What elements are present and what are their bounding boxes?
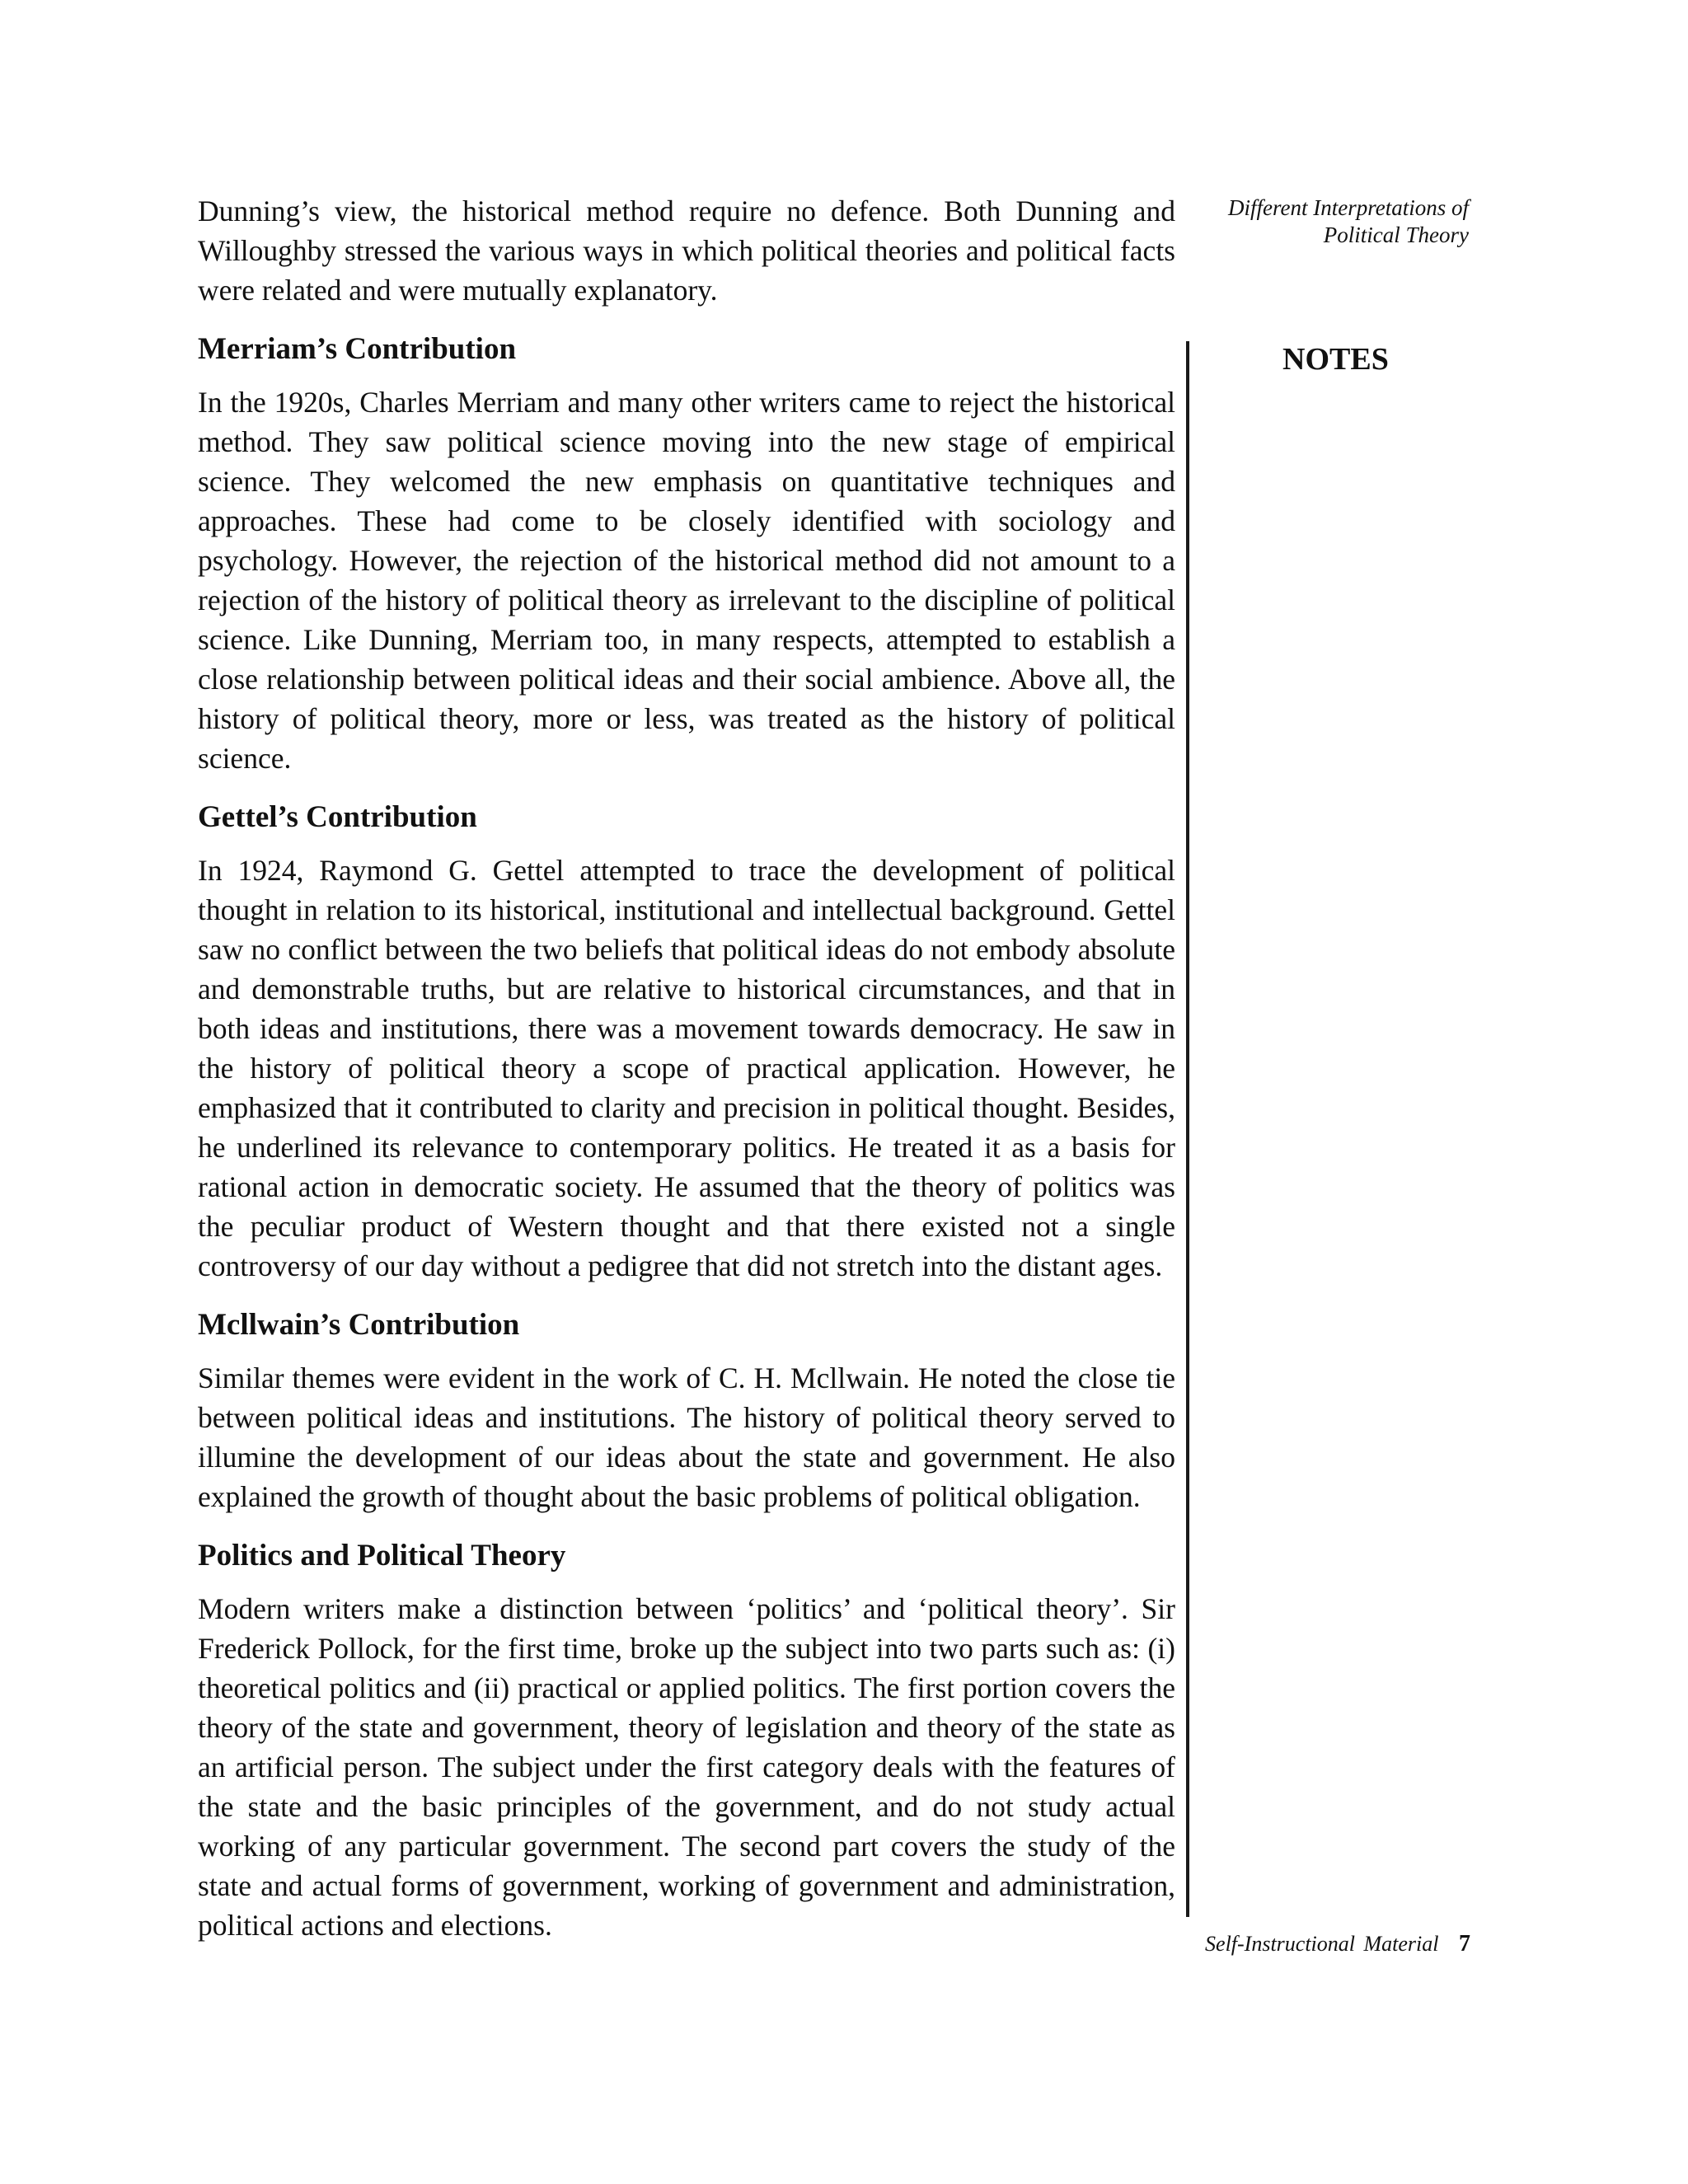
main-text-column (198, 191, 1175, 1945)
page-number: 7 (1459, 1931, 1470, 1957)
section-heading-merriam: Merriam’s Contribution (198, 332, 517, 366)
section-heading-mcllwain: Mcllwain’s Contribution (198, 1308, 520, 1342)
section-heading-politics: Politics and Political Theory (198, 1539, 566, 1572)
section-body-mcllwain: Similar themes were evident in the work of C. H. Mcllwain. He noted the close tie between political ideas and institutions. The history of political theory served to illumine the development of our ideas about the state and government. He also explained the growth of thought about the basic problems of political obligation. (198, 1361, 1175, 1513)
notes-label: NOTES (1282, 342, 1389, 377)
section-heading-gettel: Gettel’s Contribution (198, 800, 477, 834)
section-body-politics: Modern writers make a distinction between ‘politics’ and ‘political theory’. Sir Frederick Pollock, for the first time, broke up the subject into two parts such as: (i) theoretical politics and (ii) practical or applied politics. The first portion covers the theory of the state and government, theory of legislation and theory of the state as an artificial person. The subject under the first category deals with the features of the state and the basic principles of the government, and do not study actual working of any particular government. The second part covers the study of the state and actual forms of government, working of government and administration, political actions and elections. (198, 1592, 1175, 1942)
footer-label: Self-Instructional Material (1205, 1932, 1439, 1956)
running-head-line-2: Political Theory (1323, 223, 1469, 247)
page-footer (1205, 1932, 1470, 1957)
running-head-line-1: Different Interpretations of (1228, 195, 1469, 220)
running-head (1228, 194, 1469, 249)
section-body-merriam: In the 1920s, Charles Merriam and many other writers came to reject the historical method. They saw political science moving into the new stage of empirical science. They welcomed the new emphasis on quantitative techniques and approaches. These had come to be closely identified with sociology and psychology. However, the rejection of the historical method did not amount to a rejection of the history of political theory as irrelevant to the discipline of political science. Like Dunning, Merriam too, in many respects, attempted to establish a close relationship between political ideas and their social ambience. Above all, the history of political theory, more or less, was treated as the history of political science. (198, 386, 1175, 775)
intro-paragraph: Dunning’s view, the historical method require no defence. Both Dunning and Willoughby stressed the various ways in which political theories and political facts were related and were mutually explanatory. (198, 194, 1175, 307)
section-body-gettel: In 1924, Raymond G. Gettel attempted to trace the development of political thought in relation to its historical, institutional and intellectual background. Gettel saw no conflict between the two beliefs that political ideas do not embody absolute and demonstrable truths, but are relative to historical circumstances, and that in both ideas and institutions, there was a movement towards democracy. He saw in the history of political theory a scope of practical application. However, he emphasized that it contributed to clarity and precision in political thought. Besides, he underlined its relevance to contemporary politics. He treated it as a basis for rational action in democratic society. He assumed that the theory of politics was the peculiar product of Western thought and that there existed not a single controversy of our day without a pedigree that did not stretch into the distant ages. (198, 854, 1175, 1282)
margin-divider-rule (1186, 341, 1189, 1917)
